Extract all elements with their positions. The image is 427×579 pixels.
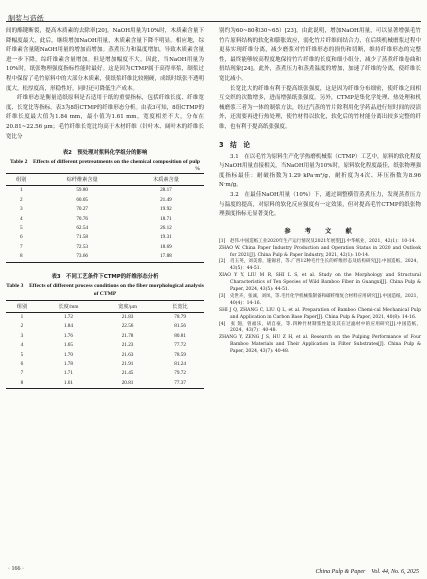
table-cell: 1.84: [63, 323, 73, 330]
table-cell: 26.12: [160, 224, 172, 231]
table-cell: 71.58: [76, 234, 88, 241]
table-cell: 7: [20, 370, 24, 377]
table3-header: 长宽比: [156, 300, 204, 312]
table-row: [6, 243, 204, 252]
table-cell: 21.78: [121, 332, 134, 339]
table-cell: 17.88: [128, 252, 204, 262]
table-cell: 8: [6, 379, 38, 389]
table3-caption-en: Table 3 Effects of different process conditions on the fiber morphological analysis of CTMP: [6, 282, 204, 297]
table2-caption-zh: 表2 预处理对浆料化学组分的影响: [62, 150, 148, 157]
table-row: [6, 312, 204, 322]
table-cell: 19.92: [160, 206, 172, 213]
table2-header: 组别: [6, 174, 36, 186]
reference-item: [1] 赵伟.中国造纸工业2020年生产运行情况及2021年展望[J].中华纸业，2021，42(1)：10-14.: [219, 238, 416, 244]
table-cell: 60.05: [76, 196, 88, 203]
table2-header: 木质素含量: [128, 174, 204, 186]
table-cell: 2: [19, 196, 23, 203]
table2-caption-en: Table 2 Effects of different pretreatments on the chemical composition of pulp: [10, 159, 200, 166]
table-cell: 21.49: [160, 196, 172, 203]
table-cell: 73.66: [36, 252, 127, 262]
table-row: [6, 322, 204, 331]
table2: [6, 173, 204, 262]
right-paragraph-1: 别约为60~80和30~65）[23]。由此说明，增加NaOH用量，可以显著增强毛竹竹片原料结构的软化和膨胀效应，弱化竹片纤维间结合力，在后续机械磨浆过程中更易实现纤维分离，减少磨浆对竹纤维形态的损伤和切断，维持纤维形态的完整性，最终能够较高程度地保持竹片纤维的长度和细小组分，减少了蒸煮纤维卷曲和扭结现象[24]。此外，蒸煮压力和蒸煮温度的增加，加速了纤维的分离，使纤维长宽比减小。: [219, 28, 421, 82]
table3-header: 长度/mm: [38, 300, 99, 312]
left-paragraph-2: 纤维形态是衡量造纸原料是否适用于纸的重要指标，包括纤维长度、纤维宽度、长宽比等指标。表3为8组CTMP的纤维形态分析。由表3可知，8组CTMP的纤维长度最大值为1.84 mm，最小值为1.61 mm，宽度相差不大，分布在20.81~22.56 μm；毛竹纤维长宽比均高于木材纤维（针叶木、阔叶木的纤维长宽比分: [6, 95, 204, 140]
table-row: [6, 369, 204, 378]
table-cell: 6: [19, 234, 23, 241]
table-cell: 3: [20, 332, 24, 339]
table3: [6, 300, 204, 389]
table-cell: 3: [19, 206, 23, 213]
table-row: [6, 215, 204, 224]
table-cell: 21.91: [121, 361, 134, 368]
table-row: [6, 196, 204, 205]
right-paragraph-2: 长宽比大的纤维有利于提高纸张强度，这是因为纤维分布细密，使纤维之间相互交织的次数增多，进而增强纸张强度。另外，CTMP是集化学处理、热处理和机械磨浆三者为一体的制浆方法，经过汽蒸的竹片除利用化学药品进行短时间的浸渍外，还需要再进行热处理，使竹材得以软化，软化后的竹材能分离出较多完整的纤维，也有利于提高纸张强度。: [219, 85, 421, 130]
header-rule: [6, 21, 421, 22]
table-cell: 21.23: [121, 342, 134, 349]
table-cell: 70.27: [76, 206, 88, 213]
table-cell: 70.76: [76, 215, 88, 222]
table-cell: 5: [20, 351, 24, 358]
table-cell: 1.78: [63, 361, 73, 368]
table-cell: 2: [20, 323, 24, 330]
running-header: [8, 6, 44, 23]
table2-unit: %: [195, 166, 200, 173]
table-cell: 80.81: [174, 332, 186, 339]
table-row: [6, 360, 204, 369]
table-cell: 1.72: [63, 313, 73, 320]
table-row: [6, 186, 204, 196]
table-row: [6, 205, 204, 214]
table-row: [6, 252, 204, 262]
table-cell: 7: [19, 243, 23, 250]
reference-item: ZHAO W. China Paper Industry Production and Operation Status in 2020 and Outlook for 2021[J]. China Pulp & Paper Industry, 2021, 42(1): 10-14.: [219, 245, 421, 258]
reference-item: XIAO Y Y, LIU M R, SHI L S, et al. Study on the Morphology and Structural Characteristics of Ten Species of Wild Bamboo Fiber in Guangxi[J]. China Pulp & Paper, 2024, 43(5): 44-51.: [219, 273, 421, 293]
section-label: 制浆与造纸: [8, 14, 44, 23]
table-cell: 59.80: [76, 187, 88, 194]
references-heading: 参 考 文 献: [284, 227, 356, 235]
table-cell: 78.79: [174, 313, 186, 320]
table-cell: 4: [19, 215, 23, 222]
table3-header: 组别: [6, 300, 38, 312]
table-cell: 62.54: [76, 224, 88, 231]
table-row: [6, 351, 204, 360]
table-cell: 79.72: [174, 370, 186, 377]
reference-item: [4] 张 翅，曾福乐，胡自豪，等.四种竹材制浆性能及其在过滤材中的应用研究[J].中国造纸，2024，43(7)：40-48.: [219, 321, 421, 334]
table-cell: 1.61: [38, 379, 99, 389]
table-row: [6, 341, 204, 350]
table-cell: 81.56: [174, 323, 186, 330]
table-cell: 1: [20, 313, 24, 320]
table3-header: 宽度/μm: [99, 300, 156, 312]
table-row: [6, 379, 204, 389]
section-heading-conclusion: 3 结 论: [219, 140, 250, 149]
table-cell: 77.72: [174, 342, 186, 349]
table-cell: 6: [20, 361, 24, 368]
table-cell: 22.56: [121, 323, 134, 330]
table3-caption-zh: 表3 不同工艺条件下CTMP的纤维形态分析: [51, 273, 159, 280]
right-column: [219, 27, 421, 356]
reference-item: SHI J Q, ZHANG C, LIU Q L, et al. Preparation of Bamboo Chemi-cal Mechanical Pulp and Application in Carbon Base Paper[J]. China Pulp & Paper, 2021, 40(8): 14-16.: [219, 307, 421, 320]
table-cell: 21.45: [121, 370, 134, 377]
table-cell: 28.17: [160, 187, 172, 194]
table-cell: 1.76: [63, 332, 73, 339]
table-cell: 1.65: [63, 342, 73, 349]
table-cell: 1: [19, 187, 23, 194]
table-cell: 21.83: [121, 313, 134, 320]
table-cell: 1.71: [63, 370, 73, 377]
conclusion-3-2: 3.2 在最佳NaOH用量（10%）下，通过调整横管蒸煮压力，发现蒸煮压力与温度的提高，对原料的软化反应强度有一定效果，但对提高毛竹CTMP的纸张物理强度指标无显著变化。: [219, 191, 421, 218]
table-cell: 8: [6, 252, 36, 262]
table-cell: 20.81: [99, 379, 156, 389]
table-row: [6, 332, 204, 341]
table-cell: 77.37: [156, 379, 204, 389]
page-number: · 166 ·: [8, 566, 24, 572]
journal-info: China Pulp & Paper Vol. 44, No. 6, 2025: [315, 569, 419, 575]
table-cell: 18.69: [160, 243, 172, 250]
conclusion-3-1: 3.1 在以毛竹为原料生产化学热磨机械浆（CTMP）工艺中，原料的软化程度与NaOH用量直接相关，当NaOH用量为10%时，原料软化程度最佳，纸张物理强度指标最佳：耐破指数为1.29 kPa·m²/g，耐折度为4次、环压指数为8.96 N·m/g。: [219, 153, 421, 189]
reference-item: ZHANG Y, ZENG J S, HU Z H, et al. Research on the Pulping Performance of Four Bamboo Materials and Their Application in Filter Substrates[J]. China Pulp & Paper, 2024, 43(7): 40-48.: [219, 335, 421, 355]
table-cell: 19.31: [160, 234, 172, 241]
table-cell: 18.71: [160, 215, 172, 222]
reference-item: [2] 肖玉英，刘美蓉，施锡君，等.广西12种毛竹生长的纤维形态及结构研究[J].中国造纸，2024，43(5)：44-51.: [219, 259, 421, 272]
table-cell: 1.70: [63, 351, 73, 358]
table-row: [6, 233, 204, 242]
table-cell: 5: [19, 224, 23, 231]
left-column: [6, 27, 204, 389]
reference-item: [3] 史世卉，张诚，刘凤，等.毛竹化学机械浆制备和碳纤维复合材料应用研究[J].中国造纸，2021，40(4)：14-16.: [219, 293, 421, 306]
table-row: [6, 224, 204, 233]
table2-header: 综纤维素含量: [36, 174, 127, 186]
table-cell: 81.24: [174, 361, 186, 368]
table-cell: 21.63: [121, 351, 134, 358]
left-paragraph-1: 间的酯键断裂，提高木质素的去除率[20]。NaOH用量为10%时，木质素含量下降幅度最大，此后，继续增加NaOH用量，木质素含量下降不明显。相应地，综纤维素含量随NaOH用量的增加而增加。蒸煮压力和温度增加，导致木质素含量进一步下降，综纤维素含量增加。但是增加幅度不大。因此，当NaOH用量为10%时，纸张物理强度指标性能时最好。这是因为CTMP属于高得率浆，制浆过程中保留了毛竹原料中的大部分木质素，使纸浆纤维比较刚硬，成纸时纸张不透明度大，松厚度高，形稳性好。同时还可降低生产成本。: [6, 28, 205, 92]
table-cell: 4: [20, 342, 24, 349]
table-cell: 72.53: [76, 243, 88, 250]
table-cell: 78.59: [174, 351, 186, 358]
